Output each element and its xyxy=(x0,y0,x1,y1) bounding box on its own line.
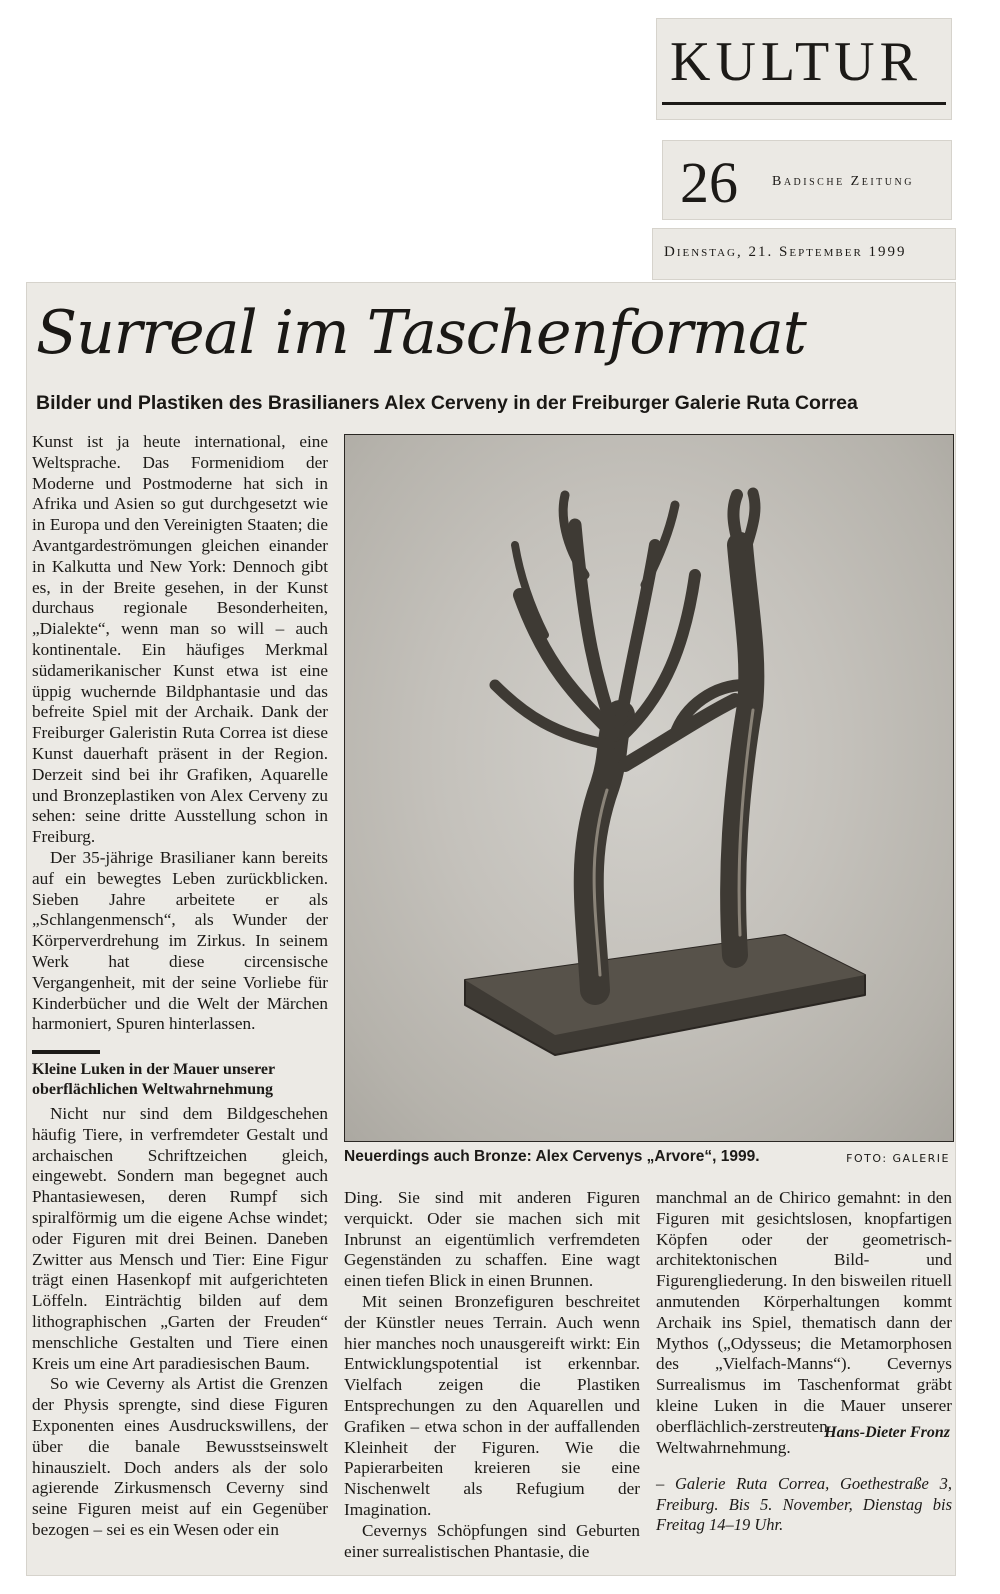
paragraph: Kunst ist ja heute international, eine Weltsprache. Das Formenidiom der Moderne und Postmoderne hat sich in Afrika und Asien so gut durchgesetzt wie in Europa und den Vereinigten Staaten; die Avantgardeströmungen gleichen einander in Kalkutta und New York: Dennoch gibt es, in der Breite gesehen, in der Kunst durchaus regionale Besonderheiten, „Dialekte“, wenn man so will – auch kontinentale. Ein häufiges Merkmal südamerikanischer Kunst etwa ist eine üppig wuchernde Bildphantasie und das befreite Spiel mit der Archaik. Dank der Freiburger Galeristin Ruta Correa ist diese Kunst dauerhaft präsent in der Region. Derzeit sind bei ihr Grafiken, Aquarelle und Bronzeplastiken von Alex Cerveny zu sehen: seine dritte Ausstellung schon in Freiburg. xyxy=(32,432,328,847)
section-title: KULTUR xyxy=(670,31,922,93)
column-3 xyxy=(656,1188,952,1458)
header-rule xyxy=(662,102,946,105)
section-heading: Kleine Luken in der Mauer unserer oberflächlichen Weltwahrnehmung xyxy=(32,1061,275,1098)
page-number: 26 xyxy=(680,150,738,215)
paragraph: Nicht nur sind dem Bildgeschehen häufig Tiere, in verfremdeter Gestalt und archaischen Schriftzeichen gleich, eingewebt. Sondern man begegnet auch Phantasiewesen, deren Rumpf sich spiralförmig um die eigene Achse windet; oder Figuren mit drei Beinen. Daneben Zwitter aus Mensch und Tier: Eine Figur trägt einen Hasenkopf mit aufgerichteten Löffeln. Einträchtig bilden auf dem lithographischen „Garten der Freuden“ menschliche Gestalten und Tiere einen Kreis um eine Art paradiesischen Baum. xyxy=(32,1104,328,1373)
paragraph: So wie Ceverny als Artist die Grenzen der Physis sprengte, sind diese Figuren Exponenten eines Ausdruckswillens, der über die banale Bewusstseinswelt hinauszielt. Doch anders als der solo agierende Zirkusmensch Ceverny sind seine Figuren meist auf ein Gegenüber bezogen – sei es ein Wesen oder ein xyxy=(32,1374,328,1539)
sculpture-image xyxy=(345,435,953,1141)
subheadline: Bilder und Plastiken des Brasilianers Alex Cerveny in der Freiburger Galerie Ruta Correa xyxy=(36,392,858,414)
page-info xyxy=(662,140,952,220)
headline: Surreal im Taschenformat xyxy=(36,298,806,368)
exhibition-info: – Galerie Ruta Correa, Goethestraße 3, Freiburg. Bis 5. November, Dienstag bis Freitag 14–19 Uhr. xyxy=(656,1474,952,1534)
column-1-continued xyxy=(32,1104,328,1541)
paragraph: Ding. Sie sind mit anderen Figuren verquickt. Oder sie machen sich mit Inbrunst an eigentümlich verfremdeten Gegenständen zu schaffen. Eine wagt einen tiefen Blick in einen Brunnen. xyxy=(344,1188,640,1291)
newspaper-name: Badische Zeitung xyxy=(772,174,914,189)
paragraph: Der 35-jährige Brasilianer kann bereits auf ein bewegtes Leben zurückblicken. Sieben Jahre arbeitete er als „Schlangenmensch“, als Wunder der Körperverdrehung im Zirkus. In seinem Werk hat diese circensische Vergangenheit, mit der seine Vorliebe für Kinderbücher und die Welt der Märchen harmoniert, Spuren hinterlassen. xyxy=(32,847,328,1034)
date-strip xyxy=(652,228,956,280)
paragraph: manchmal an de Chirico gemahnt: in den Figuren mit gesichtslosen, knopfartigen Köpfen oder der geometrisch-architektonischen Bild- und Figurengliederung. In den bisweilen rituell anmutenden Körperhaltungen kommt Archaik ins Spiel, thematisch dann der Mythos („Odysseus; die Metamorphosen des „Vielfach-Manns“). Cevernys Surrealismus im Taschenformat gräbt kleine Luken in die Mauer unserer oberflächlich-zerstreuten Weltwahrnehmung. xyxy=(656,1188,952,1457)
paragraph: Mit seinen Bronzefiguren beschreitet der Künstler neues Terrain. Auch wenn hier manches noch unausgereift wirkt: Ein Entwicklungspotential ist erkennbar. Vielfach zeigen die Plastiken Entsprechungen zu den Aquarellen und Grafiken – etwa schon in der auffallenden Kleinheit der Figuren. Wie die Papierarbeiten kreieren sie eine Nischenwelt als Refugium der Imagination. xyxy=(344,1291,640,1519)
column-1 xyxy=(32,432,328,1035)
column-2 xyxy=(344,1188,640,1562)
sculpture-photo xyxy=(344,434,954,1142)
section-rule xyxy=(32,1050,100,1054)
paragraph: Cevernys Schöpfungen sind Geburten einer surrealistischen Phantasie, die xyxy=(344,1520,640,1561)
byline: Hans-Dieter Fronz xyxy=(824,1424,950,1441)
article-clipping xyxy=(26,282,956,1576)
publication-date: Dienstag, 21. September 1999 xyxy=(664,244,907,260)
photo-caption: Neuerdings auch Bronze: Alex Cervenys „Arvore“, 1999. xyxy=(344,1148,760,1165)
photo-credit: FOTO: GALERIE xyxy=(846,1152,950,1165)
section-header xyxy=(656,18,952,120)
